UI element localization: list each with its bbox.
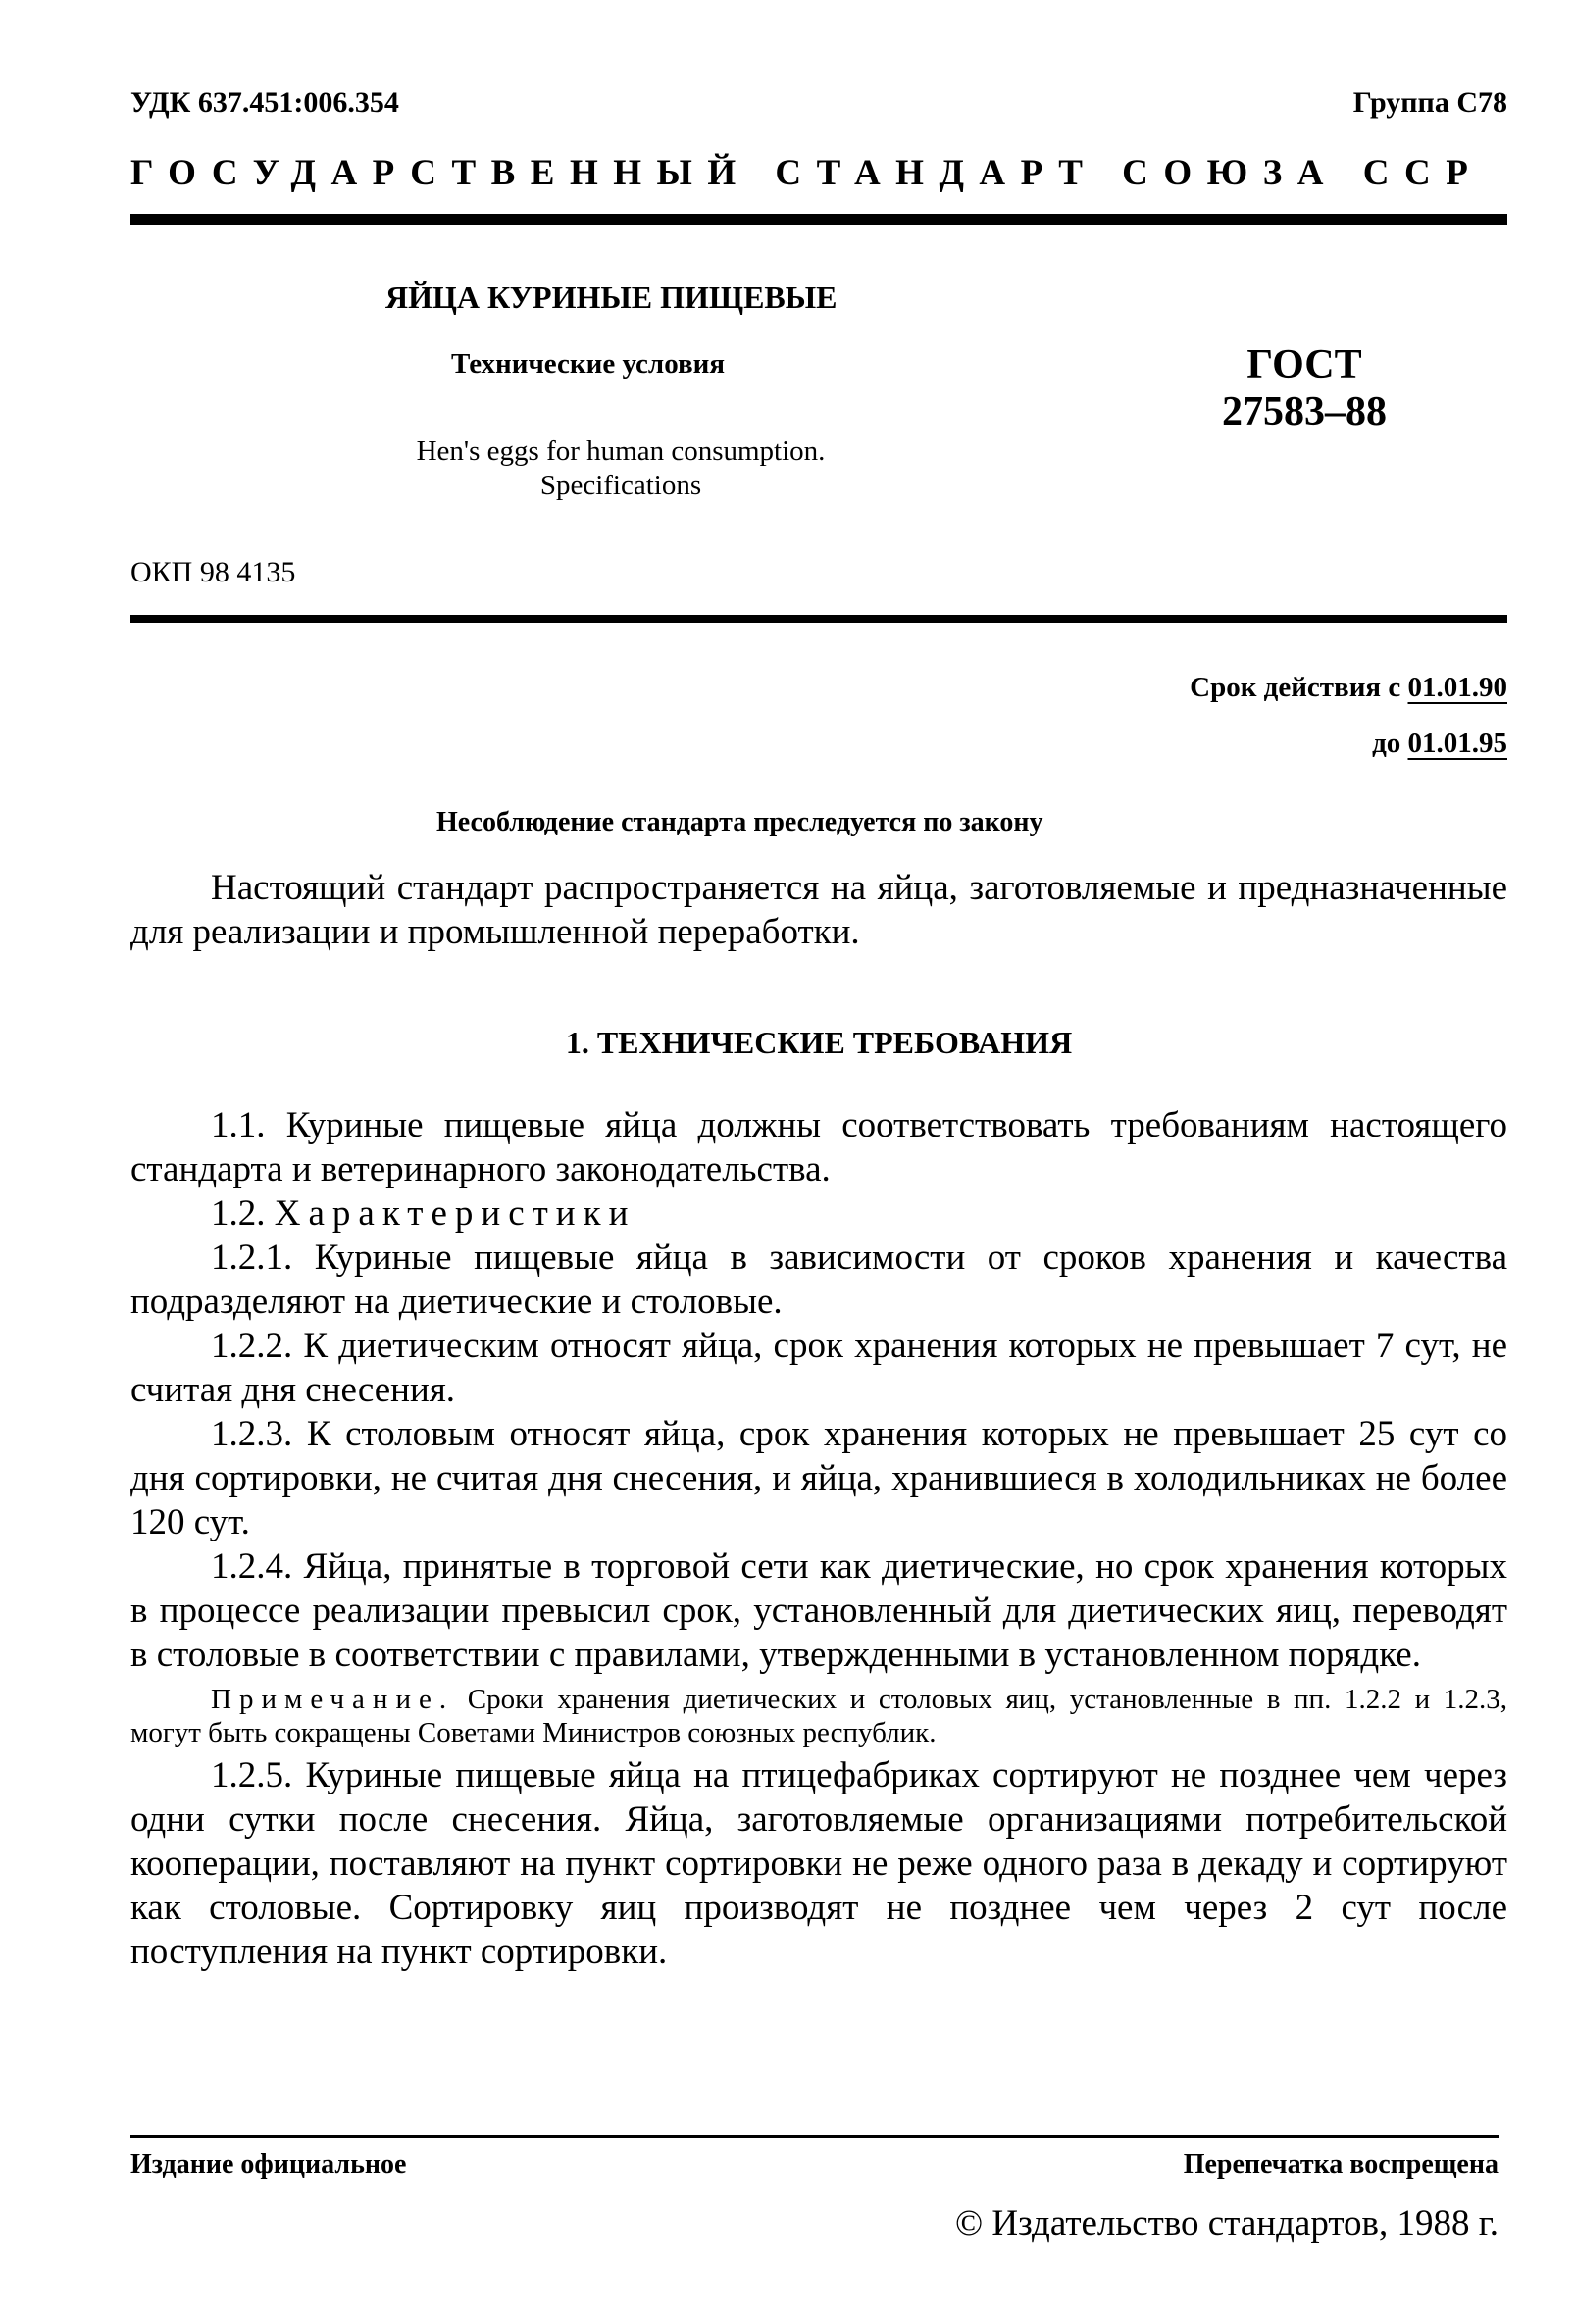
english-title xyxy=(356,434,886,503)
clause-1-2-title: Характеристики xyxy=(274,1193,636,1234)
clause-1-1: 1.1. Куриные пищевые яйца должны соответствовать требованиям настоящего стандарта и ветеринарного законодательства. xyxy=(130,1105,1507,1189)
clause-1-2 xyxy=(130,1191,1507,1236)
reprint-prohibited: Перепечатка воспрещена xyxy=(1183,2149,1499,2180)
copyright: © Издательство стандартов, 1988 г. xyxy=(955,2203,1499,2244)
document-subtitle: Технические условия xyxy=(451,348,726,379)
clause-1-2-3: 1.2.3. К столовым относят яйца, срок хранения которых не превышает 25 сут со дня сортировки, не считая дня снесения, и яйца, хранившиеся в холодильниках не более 120 сут. xyxy=(130,1414,1507,1542)
section-1-body xyxy=(130,1103,1507,1974)
note-text: Сроки хранения диетических и столовых яиц, установленные в пп. 1.2.2 и 1.2.3, могут быть сокращены Советами Министров союзных республик. xyxy=(130,1684,1507,1748)
clause-1-2-1: 1.2.1. Куриные пищевые яйца в зависимости от сроков хранения и качества подразделяют на диетические и столовые. xyxy=(130,1238,1507,1322)
clause-1-2-4: 1.2.4. Яйца, принятые в торговой сети как диетические, но срок хранения которых в процессе реализации превысил срок, установленный для диетических яиц, переводят в столовые в соответствии с правилами, утвержденными в установленном порядке. xyxy=(130,1546,1507,1675)
validity-from-prefix: Срок действия с xyxy=(1190,672,1401,703)
gost-number: 27583–88 xyxy=(1222,389,1387,434)
clause-1-2-5: 1.2.5. Куриные пищевые яйца на птицефабриках сортируют не позднее чем через одни сутки после снесения. Яйца, заготовляемые организациями потребительской кооперации, поставляют на пункт сортировки не реже одного раза в декаду и сортируют как столовые. Сортировку яиц производят не позднее чем через 2 сут после поступления на пункт сортировки. xyxy=(130,1755,1507,1972)
clause-1-2-number: 1.2. xyxy=(211,1193,266,1234)
gost-label: ГОСТ xyxy=(1246,342,1362,387)
clause-1-2-2: 1.2.2. К диетическим относят яйца, срок хранения которых не превышает 7 сут, не считая дня снесения. xyxy=(130,1326,1507,1410)
header-rule xyxy=(130,214,1507,225)
validity-from-date: 01.01.90 xyxy=(1407,672,1507,703)
document-title: ЯЙЦА КУРИНЫЕ ПИЩЕВЫЕ xyxy=(385,279,838,315)
state-standard-title: ГОСУДАРСТВЕННЫЙ СТАНДАРТ СОЮЗА ССР xyxy=(130,153,1484,193)
official-edition: Издание официальное xyxy=(130,2149,407,2180)
english-title-line2: Specifications xyxy=(539,470,702,501)
english-title-line1: Hen's eggs for human consumption. xyxy=(416,435,826,467)
section-1-title: 1. ТЕХНИЧЕСКИЕ ТРЕБОВАНИЯ xyxy=(565,1025,1073,1060)
validity-to xyxy=(1372,728,1507,760)
group-code: Группа С78 xyxy=(1352,86,1507,119)
validity-to-date: 01.01.95 xyxy=(1407,728,1507,759)
legal-warning: Несоблюдение стандарта преследуется по закону xyxy=(436,807,1043,837)
note xyxy=(130,1683,1507,1749)
validity-from xyxy=(1190,672,1507,704)
gost-designation xyxy=(1201,341,1407,435)
udk-code: УДК 637.451:006.354 xyxy=(130,86,399,119)
intro-paragraph: Настоящий стандарт распространяется на яйца, заготовляемые и предназначенные для реализации и промышленной переработки. xyxy=(130,868,1507,952)
footer-rule xyxy=(130,2135,1499,2138)
note-label: Примечание. xyxy=(211,1684,455,1715)
validity-to-prefix: до xyxy=(1372,728,1401,759)
title-rule xyxy=(130,615,1507,623)
okp-code: ОКП 98 4135 xyxy=(130,556,296,588)
